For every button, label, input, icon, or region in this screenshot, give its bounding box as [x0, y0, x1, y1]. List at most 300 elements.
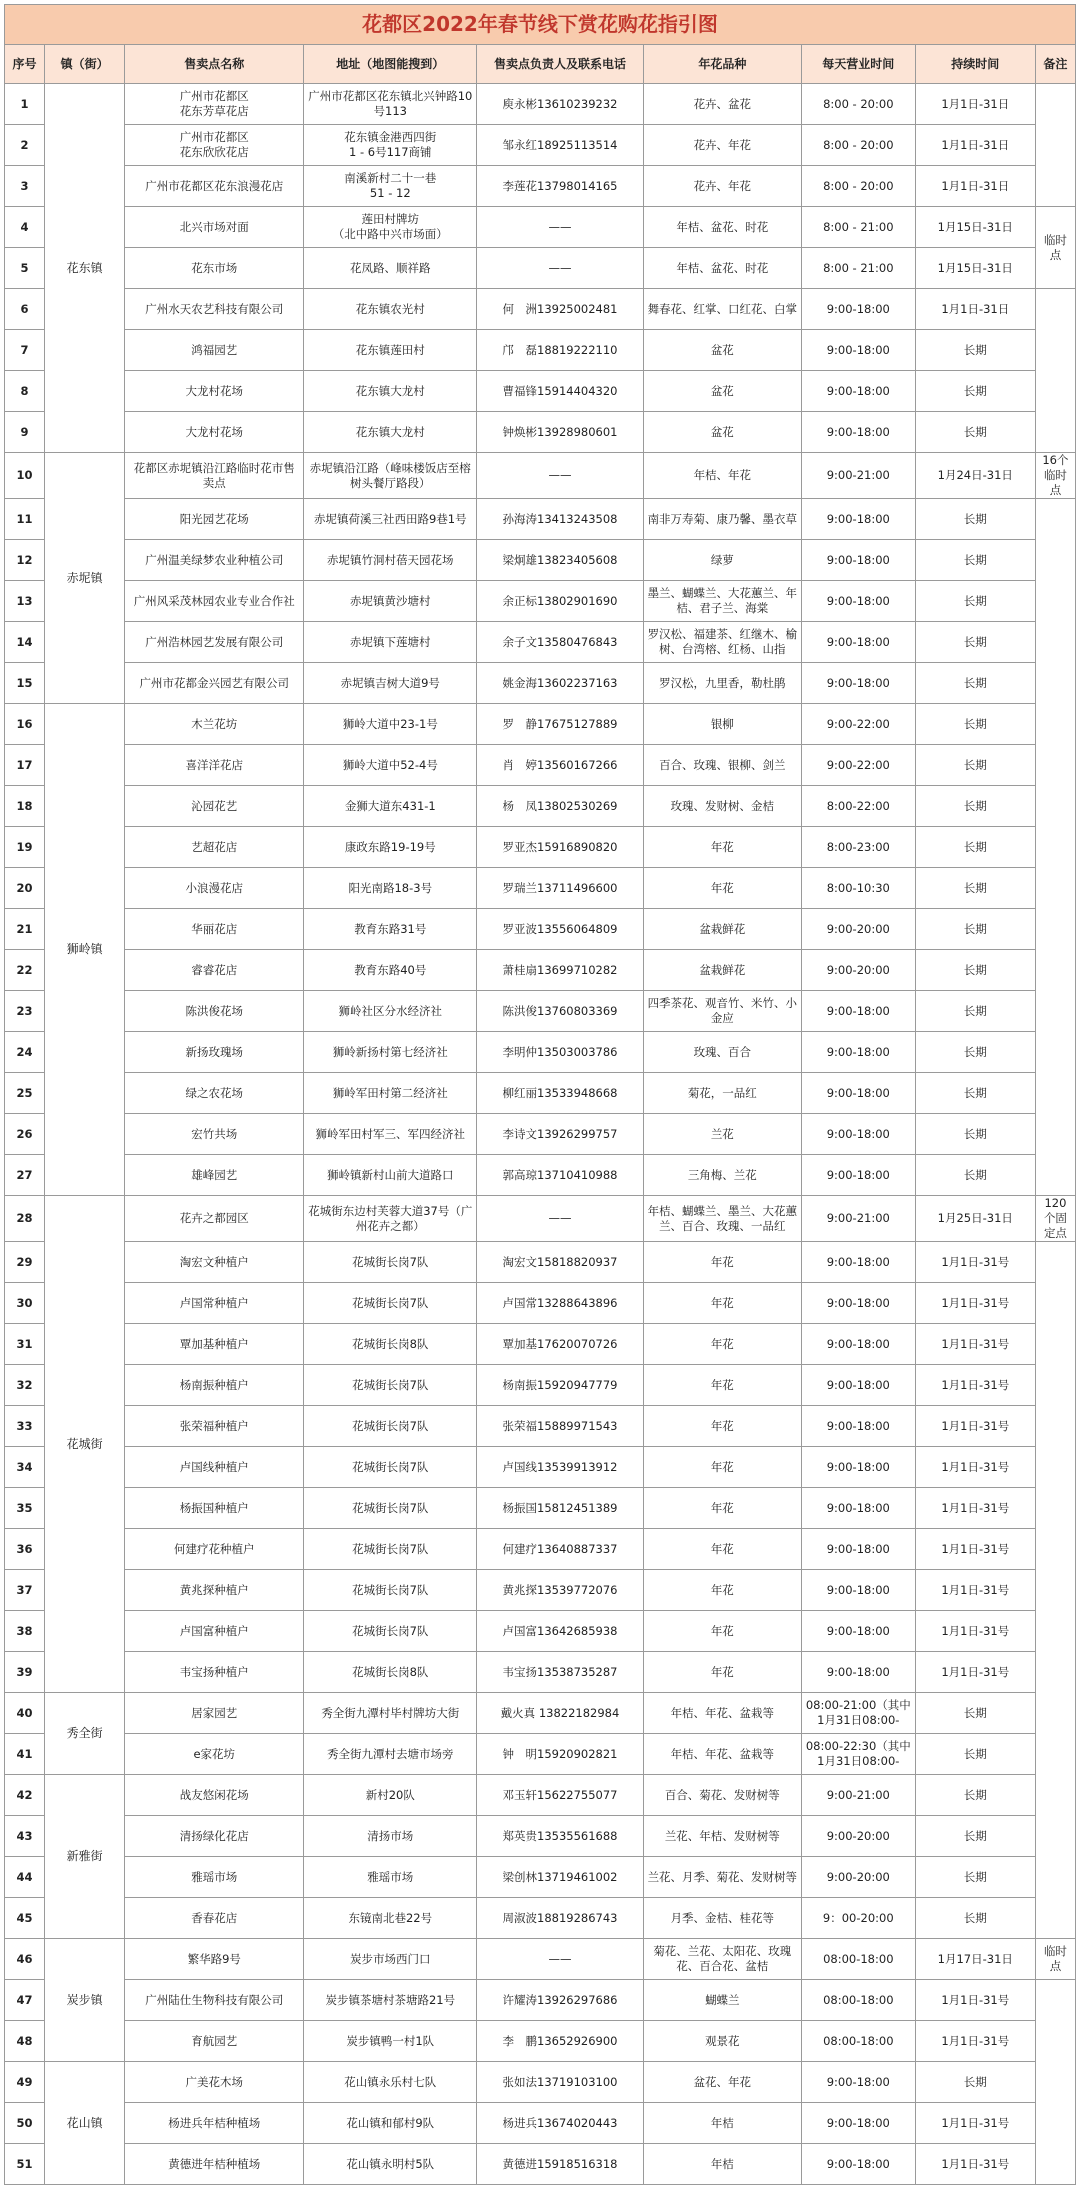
business-hours: 9:00-18:00 — [801, 1283, 915, 1324]
duration: 1月17日-31日 — [915, 1939, 1035, 1980]
row-number: 27 — [5, 1155, 45, 1196]
table-row — [5, 1652, 1076, 1693]
table-row — [5, 622, 1076, 663]
business-hours: 9:00-18:00 — [801, 1155, 915, 1196]
shop-contact: 杨进兵13674020443 — [477, 2103, 644, 2144]
shop-name: 战友悠闲花场 — [125, 1775, 304, 1816]
row-number: 40 — [5, 1693, 45, 1734]
table-row — [5, 991, 1076, 1032]
shop-address: 花山镇永乐村七队 — [304, 2062, 477, 2103]
table-row — [5, 1488, 1076, 1529]
shop-contact: 余正标13802901690 — [477, 581, 644, 622]
business-hours: 9:00-18:00 — [801, 2103, 915, 2144]
row-number: 37 — [5, 1570, 45, 1611]
shop-name: 卢国富种植户 — [125, 1611, 304, 1652]
duration: 1月1日-31号 — [915, 2021, 1035, 2062]
table-row — [5, 371, 1076, 412]
shop-name: 杨进兵年桔种植场 — [125, 2103, 304, 2144]
duration: 长期 — [915, 412, 1035, 453]
business-hours: 8:00-10:30 — [801, 868, 915, 909]
duration: 长期 — [915, 827, 1035, 868]
row-number: 9 — [5, 412, 45, 453]
shop-name: 绿之农花场 — [125, 1073, 304, 1114]
shop-address: 花城街长岗7队 — [304, 1242, 477, 1283]
table-row — [5, 2103, 1076, 2144]
shop-name: 广州风采茂林园农业专业合作社 — [125, 581, 304, 622]
row-number: 19 — [5, 827, 45, 868]
shop-address: 秀全街九潭村毕村牌坊大街 — [304, 1693, 477, 1734]
shop-address: 新村20队 — [304, 1775, 477, 1816]
duration: 长期 — [915, 1114, 1035, 1155]
duration: 1月1日-31号 — [915, 1283, 1035, 1324]
duration: 长期 — [915, 1775, 1035, 1816]
shop-address: 花城街长岗7队 — [304, 1283, 477, 1324]
duration: 1月1日-31日 — [915, 289, 1035, 330]
business-hours: 9:00-18:00 — [801, 2062, 915, 2103]
table-row — [5, 1032, 1076, 1073]
flower-variety: 兰花、年桔、发财树等 — [643, 1816, 801, 1857]
flower-variety: 绿萝 — [643, 540, 801, 581]
duration: 长期 — [915, 1898, 1035, 1939]
row-number: 3 — [5, 166, 45, 207]
shop-contact: 杨振国15812451389 — [477, 1488, 644, 1529]
town-cell: 赤坭镇 — [45, 453, 125, 704]
row-number: 14 — [5, 622, 45, 663]
shop-name: 覃加基种植户 — [125, 1324, 304, 1365]
shop-name: 鸿福园艺 — [125, 330, 304, 371]
business-hours: 9:00-18:00 — [801, 289, 915, 330]
shop-address: 花城街东边村芙蓉大道37号（广州花卉之都） — [304, 1196, 477, 1242]
business-hours: 9:00-22:00 — [801, 745, 915, 786]
shop-address: 秀全街九潭村去塘市场旁 — [304, 1734, 477, 1775]
business-hours: 9:00-18:00 — [801, 1073, 915, 1114]
shop-name: 广美花木场 — [125, 2062, 304, 2103]
table-row — [5, 166, 1076, 207]
row-number: 22 — [5, 950, 45, 991]
header-duration: 持续时间 — [915, 45, 1035, 84]
shop-contact: —— — [477, 1196, 644, 1242]
business-hours: 9:00-18:00 — [801, 1529, 915, 1570]
table-row — [5, 499, 1076, 540]
duration: 1月1日-31号 — [915, 1570, 1035, 1611]
business-hours: 9:00-18:00 — [801, 1242, 915, 1283]
shop-contact: 陈洪俊13760803369 — [477, 991, 644, 1032]
business-hours: 9:00-18:00 — [801, 663, 915, 704]
row-number: 48 — [5, 2021, 45, 2062]
duration: 长期 — [915, 581, 1035, 622]
table-row — [5, 248, 1076, 289]
row-number: 38 — [5, 1611, 45, 1652]
flower-variety: 年花 — [643, 1283, 801, 1324]
shop-contact: 淘宏文15818820937 — [477, 1242, 644, 1283]
shop-contact: 张荣福15889971543 — [477, 1406, 644, 1447]
business-hours: 9:00-22:00 — [801, 704, 915, 745]
shop-contact: 周淑波18819286743 — [477, 1898, 644, 1939]
row-number: 50 — [5, 2103, 45, 2144]
shop-address: 教育东路40号 — [304, 950, 477, 991]
row-number: 6 — [5, 289, 45, 330]
table-row — [5, 1898, 1076, 1939]
table-row — [5, 84, 1076, 125]
shop-name: 大龙村花场 — [125, 412, 304, 453]
shop-contact: 覃加基17620070726 — [477, 1324, 644, 1365]
business-hours: 9:00-18:00 — [801, 330, 915, 371]
row-number: 20 — [5, 868, 45, 909]
table-row — [5, 125, 1076, 166]
row-number: 39 — [5, 1652, 45, 1693]
shop-contact: 钟焕彬13928980601 — [477, 412, 644, 453]
shop-contact: —— — [477, 207, 644, 248]
duration: 长期 — [915, 663, 1035, 704]
note-cell — [1035, 1980, 1075, 2185]
duration: 1月1日-31号 — [915, 1652, 1035, 1693]
shop-name: 育航园艺 — [125, 2021, 304, 2062]
flower-variety: 盆花 — [643, 412, 801, 453]
shop-name: 新扬玫瑰场 — [125, 1032, 304, 1073]
table-row — [5, 909, 1076, 950]
shop-name: 陈洪俊花场 — [125, 991, 304, 1032]
shop-name: 居家园艺 — [125, 1693, 304, 1734]
shop-address: 狮岭军田村第二经济社 — [304, 1073, 477, 1114]
business-hours: 9:00-18:00 — [801, 412, 915, 453]
business-hours: 9:00-18:00 — [801, 991, 915, 1032]
business-hours: 9:00-18:00 — [801, 1365, 915, 1406]
row-number: 30 — [5, 1283, 45, 1324]
shop-name: 淘宏文种植户 — [125, 1242, 304, 1283]
row-number: 44 — [5, 1857, 45, 1898]
business-hours: 9:00-21:00 — [801, 1196, 915, 1242]
flower-variety: 月季、金桔、桂花等 — [643, 1898, 801, 1939]
shop-address: 狮岭大道中52-4号 — [304, 745, 477, 786]
shop-contact: 卢国富13642685938 — [477, 1611, 644, 1652]
business-hours: 9:00-20:00 — [801, 1857, 915, 1898]
header-variety: 年花品种 — [643, 45, 801, 84]
table-row — [5, 704, 1076, 745]
table-row — [5, 1980, 1076, 2021]
duration: 1月1日-31号 — [915, 1447, 1035, 1488]
shop-name: 韦宝扬种植户 — [125, 1652, 304, 1693]
shop-contact: 卢国常13288643896 — [477, 1283, 644, 1324]
row-number: 2 — [5, 125, 45, 166]
shop-contact: 邹永红18925113514 — [477, 125, 644, 166]
flower-variety: 观景花 — [643, 2021, 801, 2062]
table-row — [5, 2021, 1076, 2062]
flower-variety: 墨兰、蝴蝶兰、大花蕙兰、年桔、君子兰、海棠 — [643, 581, 801, 622]
shop-contact: 郑英贵13535561688 — [477, 1816, 644, 1857]
table-row — [5, 1816, 1076, 1857]
flower-variety: 花卉、盆花 — [643, 84, 801, 125]
table-row — [5, 1529, 1076, 1570]
duration: 1月1日-31号 — [915, 1365, 1035, 1406]
business-hours: 9:00-18:00 — [801, 1488, 915, 1529]
shop-address: 花城街长岗7队 — [304, 1529, 477, 1570]
shop-contact: 余子文13580476843 — [477, 622, 644, 663]
note-cell — [1035, 499, 1075, 1196]
shop-name: 雅瑶市场 — [125, 1857, 304, 1898]
business-hours: 8:00 - 21:00 — [801, 248, 915, 289]
shop-contact: 何 洲13925002481 — [477, 289, 644, 330]
row-number: 45 — [5, 1898, 45, 1939]
shop-address: 花城街长岗7队 — [304, 1488, 477, 1529]
shop-name: 广州浩林园艺发展有限公司 — [125, 622, 304, 663]
flower-variety: 罗汉松，九里香，勒杜鹃 — [643, 663, 801, 704]
header-address: 地址（地图能搜到） — [304, 45, 477, 84]
shop-contact: 李莲花13798014165 — [477, 166, 644, 207]
shop-contact: 柳红丽13533948668 — [477, 1073, 644, 1114]
flower-variety: 年桔、盆花、时花 — [643, 248, 801, 289]
shop-name: 黄兆探种植户 — [125, 1570, 304, 1611]
table-body — [5, 84, 1076, 2185]
shop-address: 广州市花都区花东镇北兴钟路10号113 — [304, 84, 477, 125]
shop-address: 狮岭新扬村第七经济社 — [304, 1032, 477, 1073]
shop-name: 小浪漫花店 — [125, 868, 304, 909]
table-row — [5, 1406, 1076, 1447]
business-hours: 9:00-18:00 — [801, 1611, 915, 1652]
table-row — [5, 2062, 1076, 2103]
shop-name: 宏竹共场 — [125, 1114, 304, 1155]
shop-address: 赤坭镇黄沙塘村 — [304, 581, 477, 622]
shop-address: 南溪新村二十一巷 51 - 12 — [304, 166, 477, 207]
row-number: 42 — [5, 1775, 45, 1816]
duration: 长期 — [915, 868, 1035, 909]
shop-address: 莲田村牌坊 （北中路中兴市场面） — [304, 207, 477, 248]
shop-address: 赤坭镇沿江路（峰味楼饭店至榕树头餐厅路段） — [304, 453, 477, 499]
duration: 长期 — [915, 1734, 1035, 1775]
shop-name: 广州水天农艺科技有限公司 — [125, 289, 304, 330]
shop-name: 广州温美绿梦农业种植公司 — [125, 540, 304, 581]
shop-name: 繁华路9号 — [125, 1939, 304, 1980]
flower-variety: 年桔、年花、盆栽等 — [643, 1693, 801, 1734]
flower-variety: 南非万寿菊、康乃馨、墨衣草 — [643, 499, 801, 540]
shop-contact: 曹福锋15914404320 — [477, 371, 644, 412]
duration: 长期 — [915, 704, 1035, 745]
shop-address: 清扬市场 — [304, 1816, 477, 1857]
table-row — [5, 1857, 1076, 1898]
town-cell: 花东镇 — [45, 84, 125, 453]
row-number: 17 — [5, 745, 45, 786]
flower-market-table — [4, 4, 1076, 2185]
flower-variety: 年花 — [643, 1611, 801, 1652]
shop-address: 赤坭镇荷溪三社西田路9巷1号 — [304, 499, 477, 540]
flower-variety: 三角梅、兰花 — [643, 1155, 801, 1196]
duration: 1月1日-31号 — [915, 1980, 1035, 2021]
table-row — [5, 950, 1076, 991]
shop-address: 金狮大道东431-1 — [304, 786, 477, 827]
flower-variety: 年花 — [643, 1324, 801, 1365]
shop-name: 广州陆仕生物科技有限公司 — [125, 1980, 304, 2021]
table-row — [5, 1693, 1076, 1734]
shop-contact: —— — [477, 453, 644, 499]
flower-variety: 年桔、蝴蝶兰、墨兰、大花蕙兰、百合、玫瑰、一品红 — [643, 1196, 801, 1242]
flower-variety: 年桔 — [643, 2103, 801, 2144]
shop-contact: 戴火真 13822182984 — [477, 1693, 644, 1734]
table-row — [5, 786, 1076, 827]
row-number: 43 — [5, 1816, 45, 1857]
page-title: 花都区2022年春节线下赏花购花指引图 — [5, 5, 1076, 45]
duration: 长期 — [915, 1073, 1035, 1114]
duration: 1月1日-31日 — [915, 125, 1035, 166]
shop-address: 花城街长岗7队 — [304, 1611, 477, 1652]
duration: 长期 — [915, 786, 1035, 827]
row-number: 26 — [5, 1114, 45, 1155]
shop-name: 香春花店 — [125, 1898, 304, 1939]
business-hours: 9:00-21:00 — [801, 1775, 915, 1816]
duration: 1月1日-31号 — [915, 2144, 1035, 2185]
flower-variety: 蝴蝶兰 — [643, 1980, 801, 2021]
table-row — [5, 1155, 1076, 1196]
table-row — [5, 1365, 1076, 1406]
business-hours: 8:00 - 20:00 — [801, 84, 915, 125]
shop-name: 北兴市场对面 — [125, 207, 304, 248]
row-number: 36 — [5, 1529, 45, 1570]
business-hours: 9:00-18:00 — [801, 1406, 915, 1447]
business-hours: 08:00-21:00（其中1月31日08:00- — [801, 1693, 915, 1734]
shop-address: 赤坭镇吉树大道9号 — [304, 663, 477, 704]
shop-address: 炭步镇茶塘村茶塘路21号 — [304, 1980, 477, 2021]
shop-contact: 许耀涛13926297686 — [477, 1980, 644, 2021]
flower-variety: 年花 — [643, 1570, 801, 1611]
shop-name: 花东市场 — [125, 248, 304, 289]
shop-address: 东镜南北巷22号 — [304, 1898, 477, 1939]
row-number: 10 — [5, 453, 45, 499]
shop-contact: —— — [477, 1939, 644, 1980]
business-hours: 8:00 - 21:00 — [801, 207, 915, 248]
row-number: 41 — [5, 1734, 45, 1775]
shop-address: 花东镇大龙村 — [304, 412, 477, 453]
shop-name: 广州市花都区花东浪漫花店 — [125, 166, 304, 207]
shop-name: 花都区赤坭镇沿江路临时花市售卖点 — [125, 453, 304, 499]
table-row — [5, 827, 1076, 868]
duration: 1月1日-31日 — [915, 166, 1035, 207]
table-row — [5, 1570, 1076, 1611]
shop-contact: 钟 明15920902821 — [477, 1734, 644, 1775]
shop-address: 赤坭镇下莲塘村 — [304, 622, 477, 663]
shop-address: 雅瑶市场 — [304, 1857, 477, 1898]
shop-address: 花城街长岗8队 — [304, 1324, 477, 1365]
duration: 长期 — [915, 1816, 1035, 1857]
shop-address: 花城街长岗7队 — [304, 1447, 477, 1488]
shop-name: 广州市花都区 花东欣欣花店 — [125, 125, 304, 166]
business-hours: 9:00-20:00 — [801, 909, 915, 950]
shop-contact: 罗亚波13556064809 — [477, 909, 644, 950]
shop-contact: 韦宝扬13538735287 — [477, 1652, 644, 1693]
business-hours: 8:00 - 20:00 — [801, 125, 915, 166]
row-number: 31 — [5, 1324, 45, 1365]
duration: 长期 — [915, 1857, 1035, 1898]
business-hours: 08:00-22:30（其中1月31日08:00- — [801, 1734, 915, 1775]
guide-sheet — [4, 4, 1076, 2185]
note-cell — [1035, 1242, 1075, 1939]
business-hours: 9:00-18:00 — [801, 1570, 915, 1611]
duration: 1月24日-31日 — [915, 453, 1035, 499]
row-number: 34 — [5, 1447, 45, 1488]
town-cell: 炭步镇 — [45, 1939, 125, 2062]
row-number: 23 — [5, 991, 45, 1032]
table-row — [5, 1073, 1076, 1114]
table-row — [5, 1775, 1076, 1816]
flower-variety: 盆栽鲜花 — [643, 909, 801, 950]
flower-variety: 四季茶花、观音竹、米竹、小金应 — [643, 991, 801, 1032]
duration: 长期 — [915, 1032, 1035, 1073]
shop-address: 花凤路、顺祥路 — [304, 248, 477, 289]
shop-contact: 黄德进15918516318 — [477, 2144, 644, 2185]
header-name: 售卖点名称 — [125, 45, 304, 84]
shop-name: 睿睿花店 — [125, 950, 304, 991]
shop-contact: 李 鹏13652926900 — [477, 2021, 644, 2062]
row-number: 16 — [5, 704, 45, 745]
flower-variety: 玫瑰、百合 — [643, 1032, 801, 1073]
business-hours: 9:00-18:00 — [801, 371, 915, 412]
note-cell: 临时点 — [1035, 1939, 1075, 1980]
duration: 长期 — [915, 1693, 1035, 1734]
row-number: 7 — [5, 330, 45, 371]
table-row — [5, 1196, 1076, 1242]
business-hours: 9:00-18:00 — [801, 1652, 915, 1693]
business-hours: 9:00-18:00 — [801, 1447, 915, 1488]
duration: 长期 — [915, 991, 1035, 1032]
shop-address: 炭步镇鸭一村1队 — [304, 2021, 477, 2062]
row-number: 47 — [5, 1980, 45, 2021]
flower-variety: 兰花、月季、菊花、发财树等 — [643, 1857, 801, 1898]
duration: 1月1日-31号 — [915, 1324, 1035, 1365]
flower-variety: 百合、菊花、发财树等 — [643, 1775, 801, 1816]
business-hours: 9:00-18:00 — [801, 581, 915, 622]
business-hours: 9:00-18:00 — [801, 1324, 915, 1365]
table-row — [5, 1939, 1076, 1980]
table-row — [5, 289, 1076, 330]
row-number: 35 — [5, 1488, 45, 1529]
shop-name: 广州市花都金兴园艺有限公司 — [125, 663, 304, 704]
duration: 1月1日-31日 — [915, 84, 1035, 125]
duration: 1月1日-31号 — [915, 1488, 1035, 1529]
duration: 长期 — [915, 909, 1035, 950]
shop-contact: 卢国线13539913912 — [477, 1447, 644, 1488]
table-row — [5, 868, 1076, 909]
shop-address: 教育东路31号 — [304, 909, 477, 950]
duration: 长期 — [915, 622, 1035, 663]
shop-contact: 张如法13719103100 — [477, 2062, 644, 2103]
row-number: 18 — [5, 786, 45, 827]
business-hours: 08:00-18:00 — [801, 2021, 915, 2062]
shop-address: 狮岭大道中23-1号 — [304, 704, 477, 745]
row-number: 4 — [5, 207, 45, 248]
shop-contact: 庾永彬13610239232 — [477, 84, 644, 125]
note-cell: 临时点 — [1035, 207, 1075, 289]
shop-name: 雄峰园艺 — [125, 1155, 304, 1196]
row-number: 25 — [5, 1073, 45, 1114]
shop-name: 张荣福种植户 — [125, 1406, 304, 1447]
note-cell: 16个临时点 — [1035, 453, 1075, 499]
shop-address: 花城街长岗7队 — [304, 1570, 477, 1611]
business-hours: 9:00-18:00 — [801, 622, 915, 663]
duration: 1月25日-31日 — [915, 1196, 1035, 1242]
shop-contact: 罗 静17675127889 — [477, 704, 644, 745]
row-number: 8 — [5, 371, 45, 412]
shop-contact: 李诗文13926299757 — [477, 1114, 644, 1155]
table-row — [5, 581, 1076, 622]
shop-contact: 郭高琼13710410988 — [477, 1155, 644, 1196]
duration: 1月1日-31号 — [915, 1406, 1035, 1447]
business-hours: 9:00-20:00 — [801, 950, 915, 991]
table-row — [5, 745, 1076, 786]
flower-variety: 年花 — [643, 1406, 801, 1447]
row-number: 21 — [5, 909, 45, 950]
row-number: 24 — [5, 1032, 45, 1073]
town-cell: 新雅街 — [45, 1775, 125, 1939]
note-cell: 120个固定点 — [1035, 1196, 1075, 1242]
note-cell — [1035, 289, 1075, 453]
row-number: 13 — [5, 581, 45, 622]
